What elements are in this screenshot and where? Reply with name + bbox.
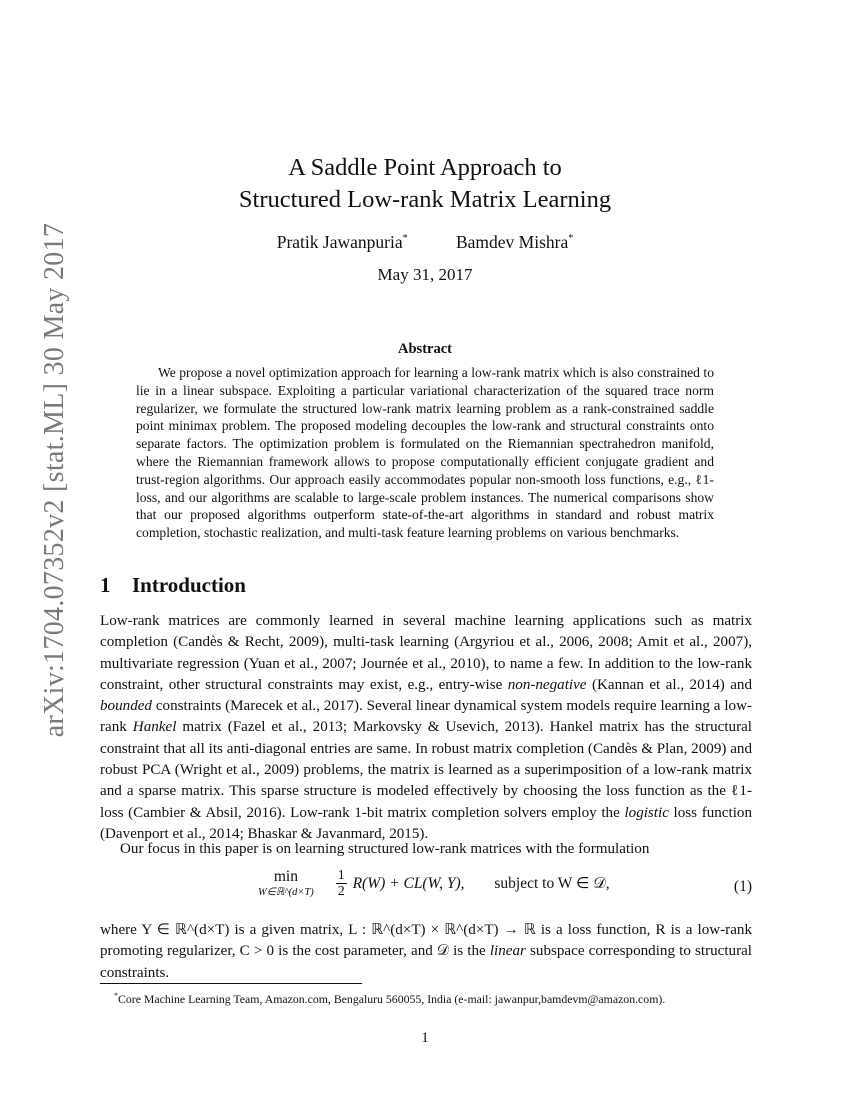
author-footnote-mark: *	[402, 233, 408, 245]
text-run: matrix (Fazel et al., 2013; Markovsky & Usevich, 2013). Hankel matrix has the structural constraint that all its anti-diagonal entries are same. In robust matrix completion (Candès & Plan, 2009) and robust PCA (Wright et al., 2009) problems, the matrix is learned as a superimposition of a low-rank matrix and a sparse matrix. This sparse structure is modeled effectively by choosing the loss function as the ℓ1-loss (Cambier & Absil, 2016). Low-rank 1-bit matrix completion solvers employ the	[100, 719, 753, 821]
section-title: Introduction	[132, 573, 246, 597]
min-label: min	[273, 868, 298, 885]
emphasis-text: logistic	[624, 804, 669, 821]
section-number: 1	[100, 573, 111, 597]
fraction-numerator: 1	[337, 868, 345, 883]
abstract-heading: Abstract	[398, 341, 452, 357]
text-run: where Y ∈ ℝ^(d×T) is a given matrix, L : ℝ^(d×T) × ℝ^(d×T) → ℝ is a loss function, R is a low-rank promoting regularizer, C > 0 is the cost parameter, and 𝒟 is the	[100, 922, 752, 960]
author-1	[277, 232, 408, 253]
equation-body	[258, 868, 610, 899]
section-heading	[100, 573, 246, 598]
author-list	[0, 232, 850, 253]
intro-paragraph-3	[100, 920, 752, 984]
equation-fraction	[336, 868, 347, 899]
intro-paragraph-1	[100, 611, 752, 845]
emphasis-text: non-negative	[507, 676, 587, 693]
title-line-1: A Saddle Point Approach to	[288, 154, 562, 181]
author-name: Pratik Jawanpuria	[276, 232, 403, 252]
footnote-mark: *	[114, 991, 118, 1000]
text-run: subspace corresponding to structural constraints.	[100, 943, 753, 981]
page-number: 1	[421, 1030, 429, 1046]
text-run: Low-rank matrices are commonly learned in several machine learning applications such as matrix completion (Candès & Recht, 2009), multi-task learning (Argyriou et al., 2006, 2008; Amit et al., 2007), multivariate regression (Yuan et al., 2007; Journée et al., 2010), to name a few. In addition to the low-rank constraint, other structural constraints may exist, e.g., entry-wise	[100, 613, 752, 693]
author-name: Bamdev Mishra	[455, 232, 569, 252]
emphasis-text: linear	[489, 943, 526, 960]
equation-min-operator	[258, 868, 314, 898]
text-run: constraints (Marecek et al., 2017). Several linear dynamical system models require learning a low-rank	[100, 698, 752, 736]
equation-1	[100, 868, 752, 912]
text-run: loss function (Davenport et al., 2014; Bhaskar & Javanmard, 2015).	[100, 804, 752, 842]
equation-constraint: subject to W ∈ 𝒟,	[494, 875, 610, 892]
author-footnote-mark: *	[568, 233, 574, 245]
footnote-text: Core Machine Learning Team, Amazon.com, Bengaluru 560055, India (e-mail: jawanpur,bamdevm@amazon.com).	[118, 991, 666, 1006]
footnote	[100, 988, 774, 1007]
title-line-2: Structured Low-rank Matrix Learning	[238, 186, 612, 213]
text-run: (Kannan et al., 2014) and	[586, 676, 752, 693]
author-2	[456, 232, 573, 253]
emphasis-text: bounded	[100, 698, 152, 715]
paper-title	[0, 152, 850, 216]
emphasis-text: Hankel	[132, 719, 177, 736]
equation-number: (1)	[733, 878, 752, 895]
arxiv-stamp: arXiv:1704.07352v2 [stat.ML] 30 May 2017	[39, 222, 70, 738]
fraction-denominator: 2	[337, 884, 345, 899]
min-subscript: W∈ℝ^(d×T)	[258, 887, 314, 898]
paper-date: May 31, 2017	[377, 265, 473, 284]
equation-expression: R(W) + CL(W, Y),	[352, 874, 465, 892]
footnote-rule	[100, 983, 362, 984]
intro-paragraph-2: Our focus in this paper is on learning structured low-rank matrices with the formulation	[120, 841, 650, 857]
abstract-body: We propose a novel optimization approach for learning a low-rank matrix which is also constrained to lie in a linear subspace. Exploiting a particular variational characterization of the squared trace norm regularizer, we formulate the structured low-rank matrix learning problem as a rank-constrained saddle point minimax problem. The proposed modeling decouples the low-rank and structural constraints onto separate factors. The optimization problem is formulated on the Riemannian spectrahedron manifold, where the Riemannian framework allows to propose computationally efficient conjugate gradient and trust-region algorithms. Our approach easily accommodates popular non-smooth loss functions, e.g., ℓ1-loss, and our algorithms are scalable to large-scale problem instances. The numerical comparisons show that our proposed algorithms outperform state-of-the-art algorithms in standard and robust matrix completion, stochastic realization, and multi-task feature learning problems on various benchmarks.	[136, 365, 714, 541]
